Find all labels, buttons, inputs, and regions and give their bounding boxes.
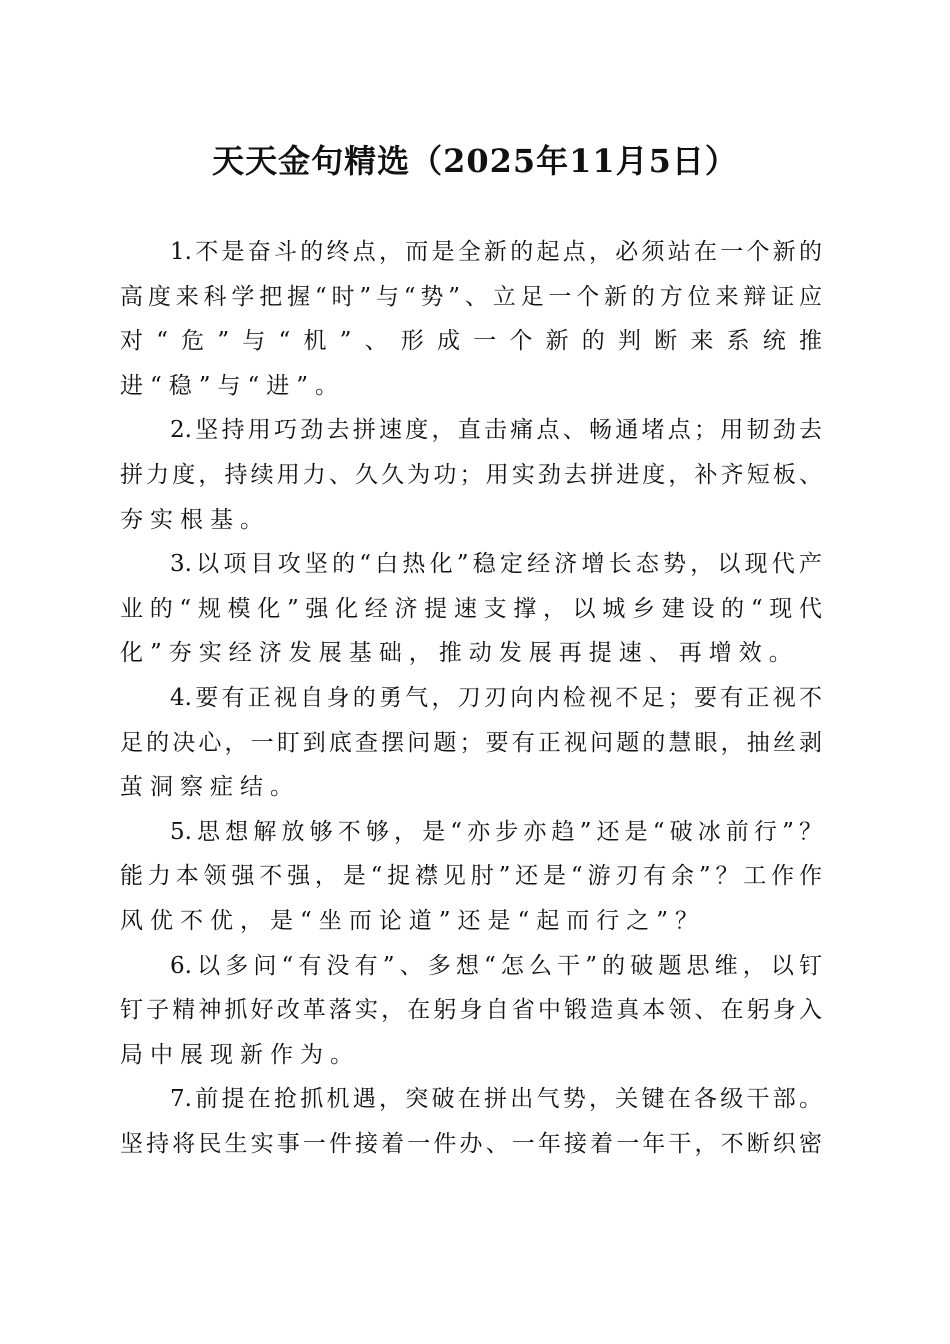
paragraph-line: 2.坚持用巧劲去拼速度，直击痛点、畅通堵点；用韧劲去 — [170, 417, 822, 444]
paragraph — [120, 1077, 822, 1166]
paragraph-line: 拼力度，持续用力、久久为功；用实劲去拼进度，补齐短板、 — [120, 461, 822, 488]
paragraph — [120, 810, 822, 944]
paragraph-line: 化”夯实经济发展基础，推动发展再提速、再增效。 — [120, 640, 799, 667]
document-body — [120, 230, 822, 1166]
paragraph-line: 3.以项目攻坚的“白热化”稳定经济增长态势，以现代产 — [170, 551, 822, 578]
paragraph-line: 高度来科学把握“时”与“势”、立足一个新的方位来辩证应 — [120, 283, 822, 310]
paragraph-line: 茧洞察症结。 — [120, 774, 300, 801]
paragraph-line: 4.要有正视自身的勇气，刀刃向内检视不足；要有正视不 — [170, 684, 822, 711]
paragraph-line: 钉子精神抓好改革落实，在躬身自省中锻造真本领、在躬身入 — [120, 997, 822, 1024]
paragraph-line: 进“稳”与“进”。 — [120, 372, 346, 399]
paragraph — [120, 542, 822, 676]
paragraph-line: 夯实根基。 — [120, 506, 270, 533]
paragraph-line: 1.不是奋斗的终点，而是全新的起点，必须站在一个新的 — [170, 239, 822, 265]
document-title: 天天金句精选（2025年11月5日） — [212, 142, 738, 180]
paragraph — [120, 408, 822, 542]
paragraph — [120, 944, 822, 1078]
paragraph-line: 7.前提在抢抓机遇，突破在拼出气势，关键在各级干部。 — [170, 1086, 822, 1113]
paragraph-line: 坚持将民生实事一件接着一件办、一年接着一年干，不断织密 — [120, 1130, 822, 1157]
paragraph-line: 业的“规模化”强化经济提速支撑，以城乡建设的“现代 — [120, 595, 822, 622]
paragraph-line: 能力本领强不强，是“捉襟见肘”还是“游刃有余”？工作作 — [120, 863, 822, 890]
paragraph-line: 5.思想解放够不够，是“亦步亦趋”还是“破冰前行”？ — [170, 818, 822, 845]
paragraph — [120, 230, 822, 408]
paragraph-line: 风优不优，是“坐而论道”还是“起而行之”？ — [120, 907, 706, 934]
paragraph-line: 6.以多问“有没有”、多想“怎么干”的破题思维，以钉 — [170, 952, 822, 979]
paragraph-line: 足的决心，一盯到底查摆问题；要有正视问题的慧眼，抽丝剥 — [120, 729, 822, 756]
paragraph-line: 局中展现新作为。 — [120, 1041, 360, 1068]
paragraph-line: 对“危”与“机”、形成一个新的判断来系统推 — [120, 328, 822, 355]
paragraph — [120, 676, 822, 810]
